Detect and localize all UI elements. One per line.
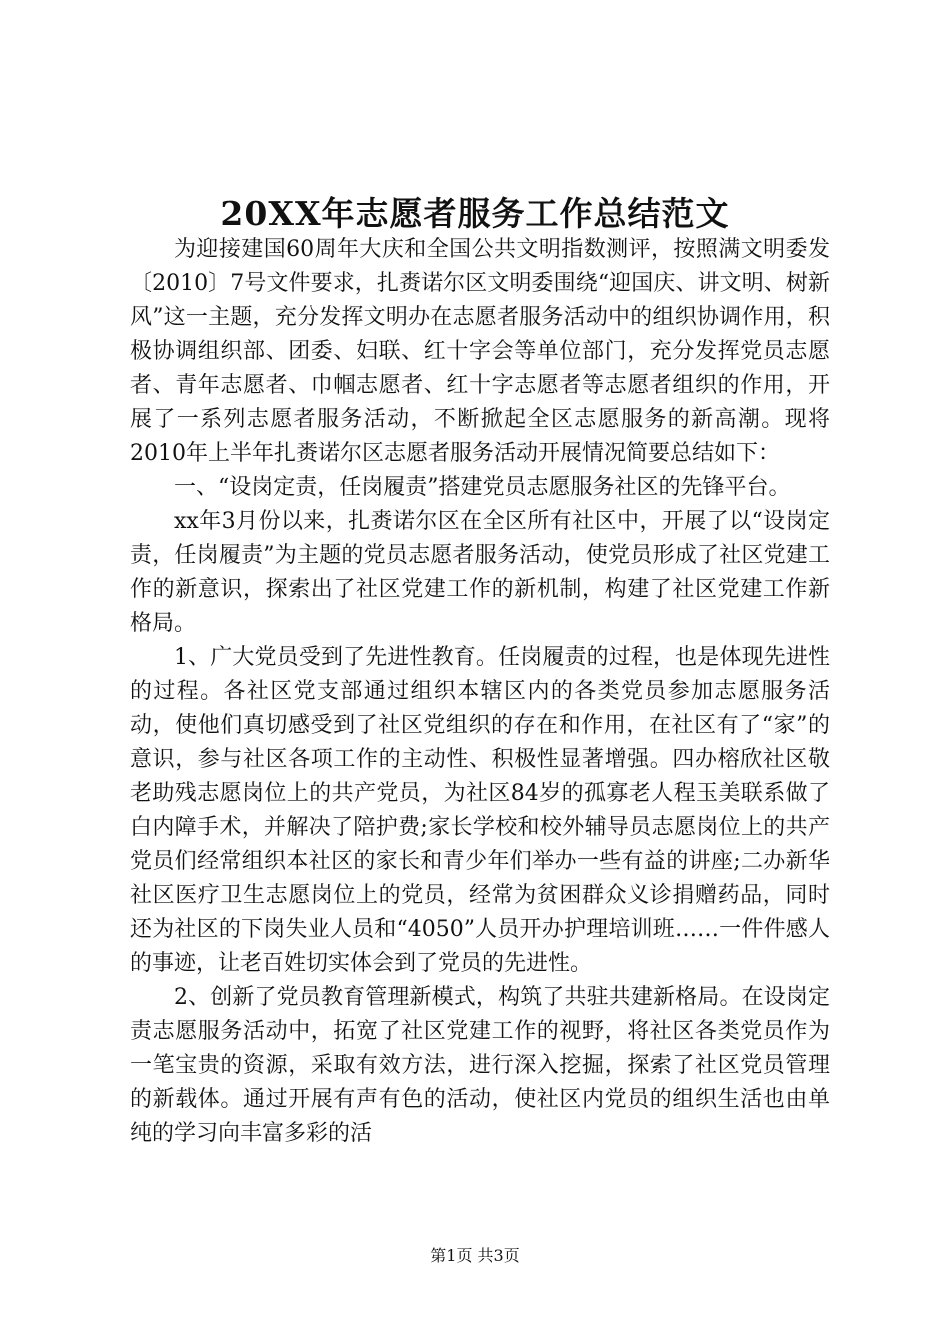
document-title: 20XX年志愿者服务工作总结范文 [220, 194, 730, 233]
paragraph: xx年3月份以来，扎赉诺尔区在全区所有社区中，开展了以“设岗定责，任岗履责”为主题的党员志愿者服务活动，使党员形成了社区党建工作的新意识，探索出了社区党建工作的新机制，构建了社区党建工作新格局。 [130, 509, 830, 636]
paragraph: 2、创新了党员教育管理新模式，构筑了共驻共建新格局。在设岗定责志愿服务活动中，拓宽了社区党建工作的视野，将社区各类党员作为一笔宝贵的资源，采取有效方法，进行深入挖掘，探索了社区党员管理的新载体。通过开展有声有色的活动，使社区内党员的组织生活也由单纯的学习向丰富多彩的活 [130, 985, 830, 1146]
paragraph: 1、广大党员受到了先进性教育。任岗履责的过程，也是体现先进性的过程。各社区党支部通过组织本辖区内的各类党员参加志愿服务活动，使他们真切感受到了社区党组织的存在和作用，在社区有了“家”的意识，参与社区各项工作的主动性、积极性显著增强。四办榕欣社区敬老助残志愿岗位上的共产党员，为社区84岁的孤寡老人程玉美联系做了白内障手术，并解决了陪护费;家长学校和校外辅导员志愿岗位上的共产党员们经常组织本社区的家长和青少年们举办一些有益的讲座;二办新华社区医疗卫生志愿岗位上的党员，经常为贫困群众义诊捐赠药品，同时还为社区的下岗失业人员和“4050”人员开办护理培训班……一件件感人的事迹，让老百姓切实体会到了党员的先进性。 [130, 645, 831, 976]
page-number-footer: 第1页 共3页 [430, 1246, 520, 1265]
paragraph: 为迎接建国60周年大庆和全国公共文明指数测评，按照满文明委发〔2010〕7号文件要求，扎赉诺尔区文明委围绕“迎国庆、讲文明、树新风”这一主题，充分发挥文明办在志愿者服务活动中的组织协调作用，积极协调组织部、团委、妇联、红十字会等单位部门，充分发挥党员志愿者、青年志愿者、巾帼志愿者、红十字志愿者等志愿者组织的作用，开展了一系列志愿者服务活动，不断掀起全区志愿服务的新高潮。现将2010年上半年扎赉诺尔区志愿者服务活动开展情况简要总结如下： [130, 237, 830, 466]
document-body [130, 233, 830, 1151]
paragraph: 一、“设岗定责，任岗履责”搭建党员志愿服务社区的先锋平台。 [174, 475, 791, 500]
